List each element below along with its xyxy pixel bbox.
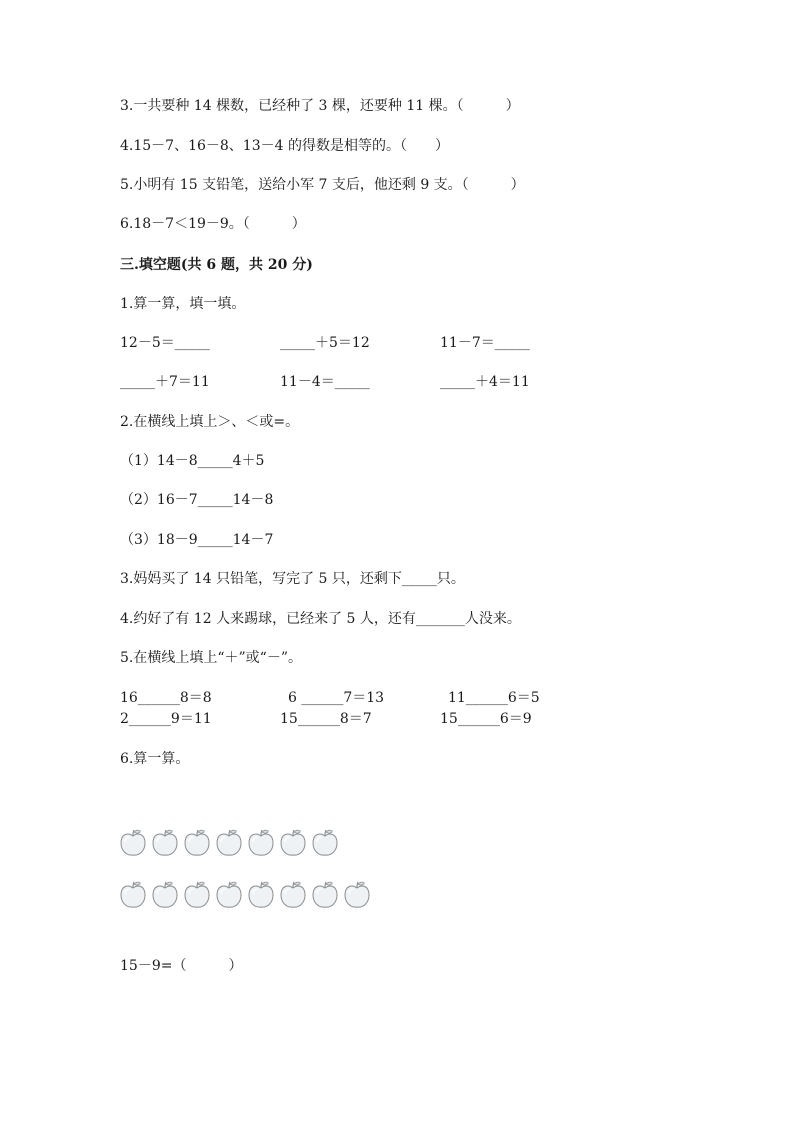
q2-item-1: （1）14－8_____4＋5 bbox=[120, 453, 265, 469]
apple-icon bbox=[182, 880, 212, 910]
apple-icon bbox=[310, 828, 340, 858]
apple-icon bbox=[150, 880, 180, 910]
q2-item-2: （2）16－7_____14－8 bbox=[120, 492, 274, 508]
judgment-q5: 5.小明有 15 支铅笔，送给小军 7 支后，他还剩 9 支。（ ） bbox=[120, 177, 525, 193]
q1-row1-col2: _____＋5＝12 bbox=[280, 335, 370, 351]
q3-text: 3.妈妈买了 14 只铅笔，写完了 5 只，还剩下_____只。 bbox=[120, 571, 465, 587]
q5-row2-col2: 15______8＝7 bbox=[280, 711, 372, 727]
apple-icon bbox=[182, 828, 212, 858]
judgment-q3: 3.一共要种 14 棵数，已经种了 3 棵，还要种 11 棵。（ ） bbox=[120, 98, 520, 114]
q1-row2-col3: _____＋4＝11 bbox=[440, 374, 530, 390]
apple-icon bbox=[310, 880, 340, 910]
judgment-q6: 6.18－7＜19－9。（ ） bbox=[120, 216, 306, 232]
q6-equation: 15－9=（ ） bbox=[120, 958, 243, 974]
apple-icon bbox=[214, 880, 244, 910]
q5-label: 5.在横线上填上“＋”或“－”。 bbox=[120, 650, 302, 666]
q2-label: 2.在横线上填上＞、＜或=。 bbox=[120, 414, 300, 430]
q5-row2-col1: 2______9＝11 bbox=[120, 711, 212, 727]
q1-row2-col1: _____＋7＝11 bbox=[120, 374, 210, 390]
apple-row-2 bbox=[118, 880, 372, 910]
q4-text: 4.约好了有 12 人来踢球，已经来了 5 人，还有_______人没来。 bbox=[120, 611, 521, 627]
apple-icon bbox=[278, 880, 308, 910]
section-title: 三.填空题(共 6 题，共 20 分) bbox=[120, 257, 313, 273]
q1-label: 1.算一算，填一填。 bbox=[120, 296, 246, 312]
q1-row2-col2: 11－4＝_____ bbox=[280, 374, 370, 390]
apple-icon bbox=[278, 828, 308, 858]
q1-row1-col1: 12－5＝_____ bbox=[120, 335, 210, 351]
q5-row1-col1: 16______8＝8 bbox=[120, 690, 212, 706]
apple-row-1 bbox=[118, 828, 340, 858]
q5-row2-col3: 15______6＝9 bbox=[440, 711, 532, 727]
apple-icon bbox=[118, 828, 148, 858]
q5-row1-col3: 11______6＝5 bbox=[448, 690, 540, 706]
q6-label: 6.算一算。 bbox=[120, 751, 190, 767]
q2-item-3: （3）18－9_____14－7 bbox=[120, 532, 274, 548]
judgment-q4: 4.15－7、16－8、13－4 的得数是相等的。（ ） bbox=[120, 138, 449, 154]
apple-icon bbox=[118, 880, 148, 910]
apple-icon bbox=[342, 880, 372, 910]
q1-row1-col3: 11－7＝_____ bbox=[440, 335, 530, 351]
apple-icon bbox=[214, 828, 244, 858]
apple-icon bbox=[246, 880, 276, 910]
q5-row1-col2: 6 ______7＝13 bbox=[288, 690, 385, 706]
apple-icon bbox=[150, 828, 180, 858]
apple-icon bbox=[246, 828, 276, 858]
